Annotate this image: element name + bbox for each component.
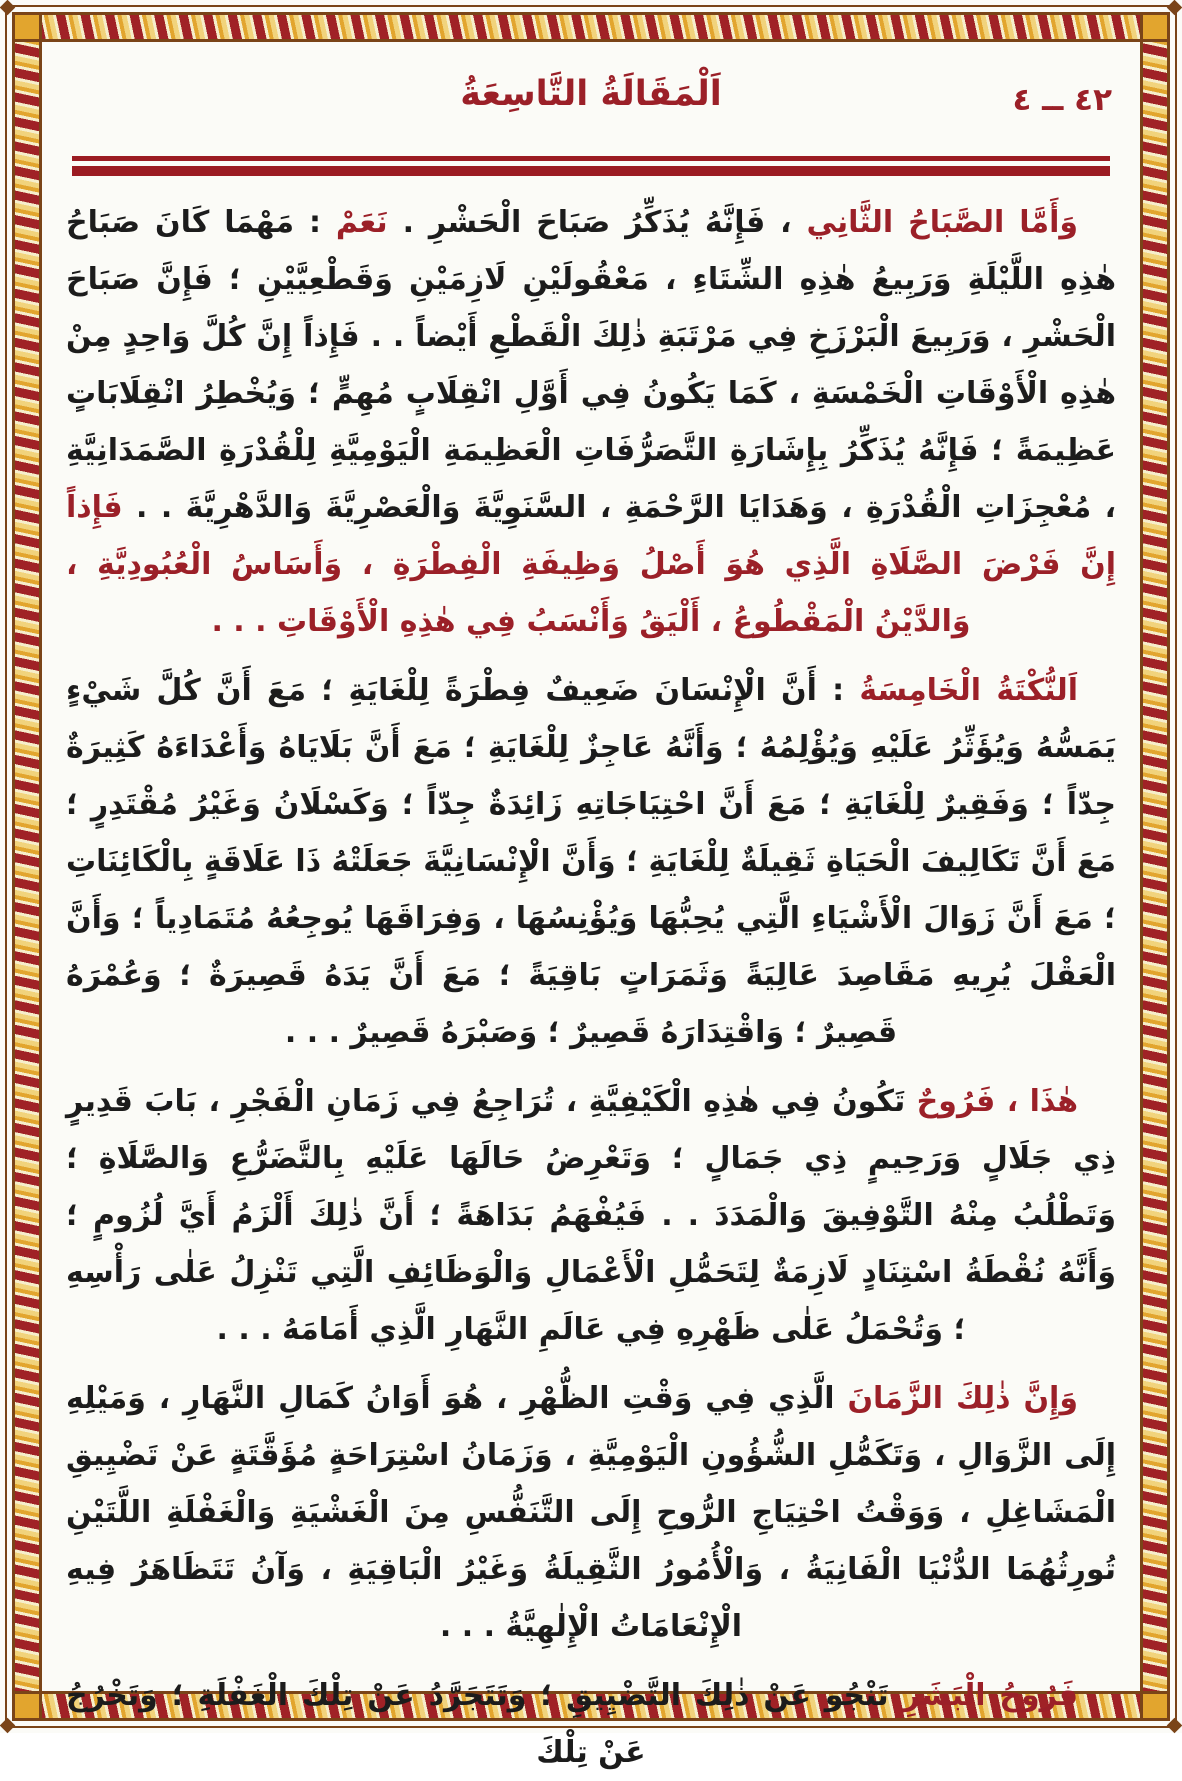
header-divider-rule <box>72 156 1110 176</box>
ornate-border-right <box>1140 12 1170 1721</box>
body-text-run: : مَهْمَا كَانَ صَبَاحُ هٰذِهِ اللَّيْلَةِ وَرَبِيعُ هٰذِهِ الشِّتَاءِ ، مَعْقُولَيْنِ لَازِمَيْنِ وَقَطْعِيَّيْنِ ؛ فَإِنَّ صَبَاحَ الْحَشْرِ ، وَرَبِيعَ الْبَرْزَخِ فِي مَرْتَبَةِ ذٰلِكَ الْقَطْعِ أَيْضاً . . فَإِذاً إِنَّ كُلَّ وَاحِدٍ مِنْ هٰذِهِ الْأَوْقَاتِ الْخَمْسَةِ ، كَمَا يَكُونُ فِي أَوَّلِ انْقِلَابٍ مُهِمٍّ ؛ وَيُخْطِرُ انْقِلَابَاتٍ عَظِيمَةً ؛ فَإِنَّهُ يُذَكِّرُ بِإِشَارَةِ التَّصَرُّفَاتِ الْعَظِيمَةِ الْيَوْمِيَّةِ لِلْقُدْرَةِ الصَّمَدَانِيَّةِ ، مُعْجِزَاتِ الْقُدْرَةِ ، وَهَدَايَا الرَّحْمَةِ ، السَّنَوِيَّةَ وَالْعَصْرِيَّةَ وَالدَّهْرِيَّةَ . . <box>66 205 1116 525</box>
page-number: ٤٢ ــ ٤ <box>1012 82 1112 118</box>
paragraph <box>66 1073 1116 1358</box>
page-title: اَلْمَقَالَةُ التَّاسِعَةُ <box>460 74 722 114</box>
page-header <box>66 52 1116 148</box>
emphasis-text: فَإِذاً إِنَّ فَرْضَ الصَّلَاةِ الَّذِي هُوَ أَصْلُ وَظِيفَةِ الْفِطْرَةِ ، وَأَسَاسُ الْعُبُودِيَّةِ ، وَالدَّيْنُ الْمَقْطُوعُ ، أَلْيَقُ وَأَنْسَبُ فِي هٰذِهِ الْأَوْقَاتِ . . . <box>66 490 1116 639</box>
paragraph <box>66 1370 1116 1655</box>
body-text-run: تَكُونُ فِي هٰذِهِ الْكَيْفِيَّةِ ، تُرَاجِعُ فِي زَمَانِ الْفَجْرِ ، بَابَ قَدِيرٍ ذِي جَلَالٍ وَرَحِيمٍ ذِي جَمَالٍ ؛ وَتَعْرِضُ حَالَهَا عَلَيْهِ بِالتَّضَرُّعِ وَالصَّلَاةِ ؛ وَتَطْلُبُ مِنْهُ التَّوْفِيقَ وَالْمَدَدَ . . فَيُفْهَمُ بَدَاهَةً ؛ أَنَّ ذٰلِكَ أَلْزَمُ أَيَّ لُزُومٍ ؛ وَأَنَّهُ نُقْطَةُ اسْتِنَادٍ لَازِمَةٌ لِتَحَمُّلِ الْأَعْمَالِ وَالْوَظَائِفِ الَّتِي تَنْزِلُ عَلٰى رَأْسِهِ ؛ وَتُحْمَلُ عَلٰى ظَهْرِهِ فِي عَالَمِ النَّهَارِ الَّذِي أَمَامَهُ . . . <box>66 1084 1116 1347</box>
page-content <box>66 52 1116 1770</box>
paragraph <box>66 662 1116 1061</box>
emphasis-text: وَإِنَّ ذٰلِكَ الزَّمَانَ <box>847 1381 1078 1416</box>
ornate-border-corner <box>1140 12 1170 42</box>
body-text <box>66 194 1116 1781</box>
emphasis-text: نَعَمْ <box>335 205 388 240</box>
ornate-border-top <box>12 12 1170 42</box>
ornate-border-corner <box>12 1691 42 1721</box>
paragraph <box>66 194 1116 650</box>
ornate-border-corner <box>1140 1691 1170 1721</box>
paragraph <box>66 1667 1116 1781</box>
emphasis-text: وَأَمَّا الصَّبَاحُ الثَّانِي <box>806 205 1079 240</box>
emphasis-text: فَرُوحُ الْبَشَرِ <box>902 1678 1078 1713</box>
body-text-run: : أَنَّ الْإِنْسَانَ ضَعِيفٌ فِطْرَةً لِلْغَايَةِ ؛ مَعَ أَنَّ كُلَّ شَيْءٍ يَمَسُّهُ وَيُؤَثِّرُ عَلَيْهِ وَيُؤْلِمُهُ ؛ وَأَنَّهُ عَاجِزٌ لِلْغَايَةِ ؛ مَعَ أَنَّ بَلَايَاهُ وَأَعْدَاءَهُ كَثِيرَةٌ جِدّاً ؛ وَفَقِيرٌ لِلْغَايَةِ ؛ مَعَ أَنَّ احْتِيَاجَاتِهِ زَائِدَةٌ جِدّاً ؛ وَكَسْلَانُ وَغَيْرُ مُقْتَدِرٍ ؛ مَعَ أَنَّ تَكَالِيفَ الْحَيَاةِ ثَقِيلَةٌ لِلْغَايَةِ ؛ وَأَنَّ الْإِنْسَانِيَّةَ جَعَلَتْهُ ذَا عَلَاقَةٍ بِالْكَائِنَاتِ ؛ مَعَ أَنَّ زَوَالَ الْأَشْيَاءِ الَّتِي يُحِبُّهَا وَيُؤْنِسُهَا ، وَفِرَاقَهَا يُوجِعُهُ مُتَمَادِياً ؛ وَأَنَّ الْعَقْلَ يُرِيهِ مَقَاصِدَ عَالِيَةً وَثَمَرَاتٍ بَاقِيَةً ؛ مَعَ أَنَّ يَدَهُ قَصِيرَةٌ ؛ وَعُمْرَهُ قَصِيرٌ ؛ وَاقْتِدَارَهُ قَصِيرٌ ؛ وَصَبْرَهُ قَصِيرٌ . . . <box>66 673 1116 1050</box>
body-text-run: تَنْجُو عَنْ ذٰلِكَ التَّضْيِيقِ ؛ وَتَتَجَرَّدُ عَنْ تِلْكَ الْغَفْلَةِ ؛ وَتَخْرُجُ عَنْ تِلْكَ <box>66 1678 903 1770</box>
body-text-run: الَّذِي فِي وَقْتِ الظُّهْرِ ، هُوَ أَوَانُ كَمَالِ النَّهَارِ ، وَمَيْلِهِ إِلَى الزَّوَالِ ، وَتَكَمُّلِ الشُّؤُونِ الْيَوْمِيَّةِ ، وَزَمَانُ اسْتِرَاحَةٍ مُؤَقَّتَةٍ عَنْ تَضْيِيقِ الْمَشَاغِلِ ، وَوَقْتُ احْتِيَاجِ الرُّوحِ إِلَى التَّنَفُّسِ مِنَ الْغَشْيَةِ وَالْغَفْلَةِ اللَّتَيْنِ تُورِثُهُمَا الدُّنْيَا الْفَانِيَةُ ، وَالْأُمُورُ الثَّقِيلَةُ وَغَيْرُ الْبَاقِيَةِ ، وَآنُ تَتَظَاهَرُ فِيهِ الْإِنْعَامَاتُ الْإِلٰهِيَّةُ . . . <box>66 1381 1116 1644</box>
body-text-run: ، فَإِنَّهُ يُذَكِّرُ صَبَاحَ الْحَشْرِ . <box>387 205 807 240</box>
ornate-border-left <box>12 12 42 1721</box>
ornate-border-corner <box>12 12 42 42</box>
emphasis-text: اَلنُّكْتَةُ الْخَامِسَةُ <box>859 673 1078 708</box>
emphasis-text: هٰذَا ، فَرُوحٌ <box>916 1084 1078 1119</box>
